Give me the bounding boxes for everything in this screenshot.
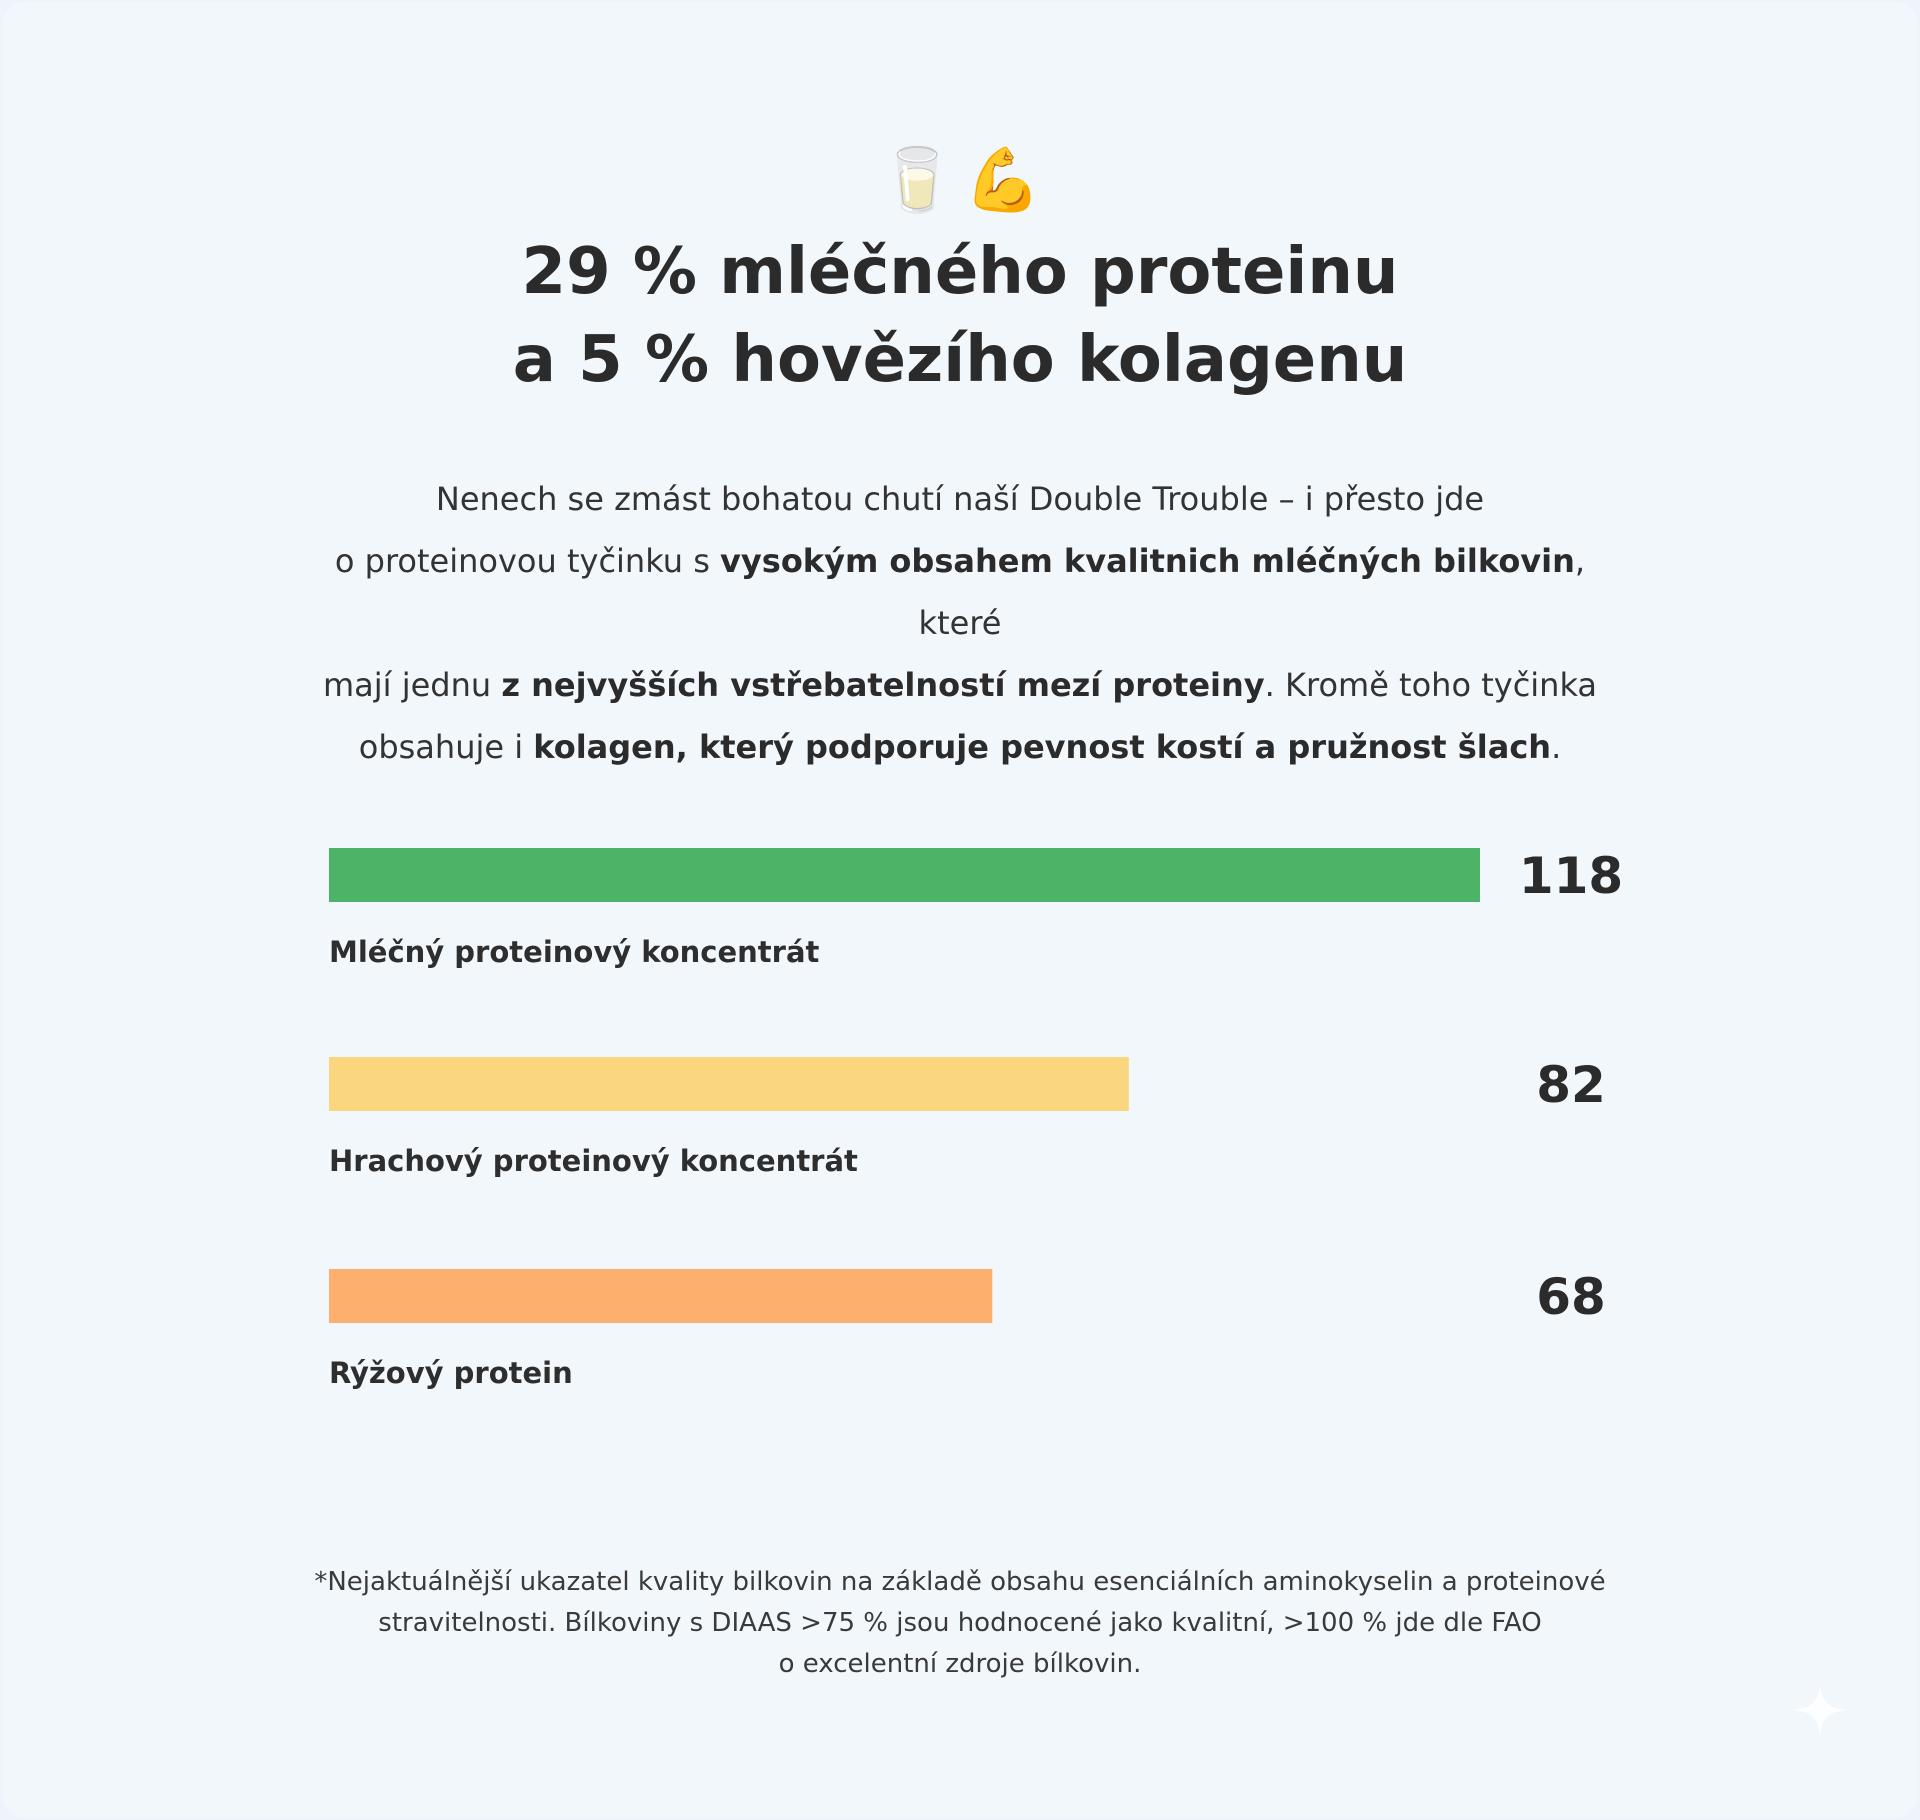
- flexed-biceps-icon: 💪: [964, 143, 1042, 216]
- footnote: [300, 1562, 1620, 1685]
- category-label: Rýžový protein: [329, 1356, 573, 1390]
- intro-text: , které: [918, 542, 1586, 642]
- intro-text: mají jednu: [322, 666, 502, 704]
- intro-text: o proteinovou tyčinku s: [334, 542, 721, 580]
- intro-paragraph: [290, 468, 1630, 778]
- title-line-2: a 5 % hovězího kolagenu: [512, 323, 1408, 397]
- bar-value-label: 118: [1518, 847, 1624, 905]
- bar-3: [329, 1269, 992, 1323]
- intro-highlight: vysokým obsahem kvalitnich mléčných bilkovin: [720, 542, 1575, 580]
- intro-highlight: kolagen, který podporuje pevnost kostí a pružnost šlach: [533, 728, 1552, 766]
- title-line-1: 29 % mléčného proteinu: [521, 235, 1399, 309]
- bar-1: [329, 848, 1480, 902]
- diaas-bar-chart: [0, 830, 1920, 1410]
- intro-line-3: [290, 654, 1630, 716]
- chart-canvas: [0, 830, 1920, 1410]
- page-title: [0, 228, 1920, 404]
- intro-text: obsahuje i: [358, 728, 534, 766]
- bar-value-label: 68: [1536, 1268, 1606, 1326]
- intro-line-4: [290, 716, 1630, 778]
- intro-text: Nenech se zmást bohatou chutí naší Double Trouble – i přesto jde: [435, 480, 1485, 518]
- intro-text: .: [1551, 728, 1562, 766]
- bar-value-label: 82: [1536, 1056, 1606, 1114]
- sparkle-icon: [1790, 1680, 1850, 1740]
- intro-line-1: [290, 468, 1630, 530]
- milk-glass-icon: 🥛: [878, 143, 956, 216]
- category-label: Mléčný proteinový koncentrát: [329, 935, 820, 969]
- header-emoji: [0, 140, 1920, 220]
- intro-highlight: z nejvyšších vstřebatelností mezí proteiny: [501, 666, 1265, 704]
- bar-2: [329, 1057, 1129, 1111]
- footnote-line-3: o excelentní zdroje bílkovin.: [778, 1649, 1142, 1679]
- footnote-line-1: *Nejaktuálnější ukazatel kvality bilkovin na základě obsahu esenciálních aminokyselin a proteinové: [314, 1567, 1606, 1597]
- footnote-line-2: stravitelnosti. Bílkoviny s DIAAS >75 % jsou hodnocené jako kvalitní, >100 % jde dle FAO: [378, 1608, 1542, 1638]
- intro-line-2: [290, 530, 1630, 654]
- category-label: Hrachový proteinový koncentrát: [329, 1144, 858, 1178]
- intro-text: . Kromě toho tyčinka: [1264, 666, 1598, 704]
